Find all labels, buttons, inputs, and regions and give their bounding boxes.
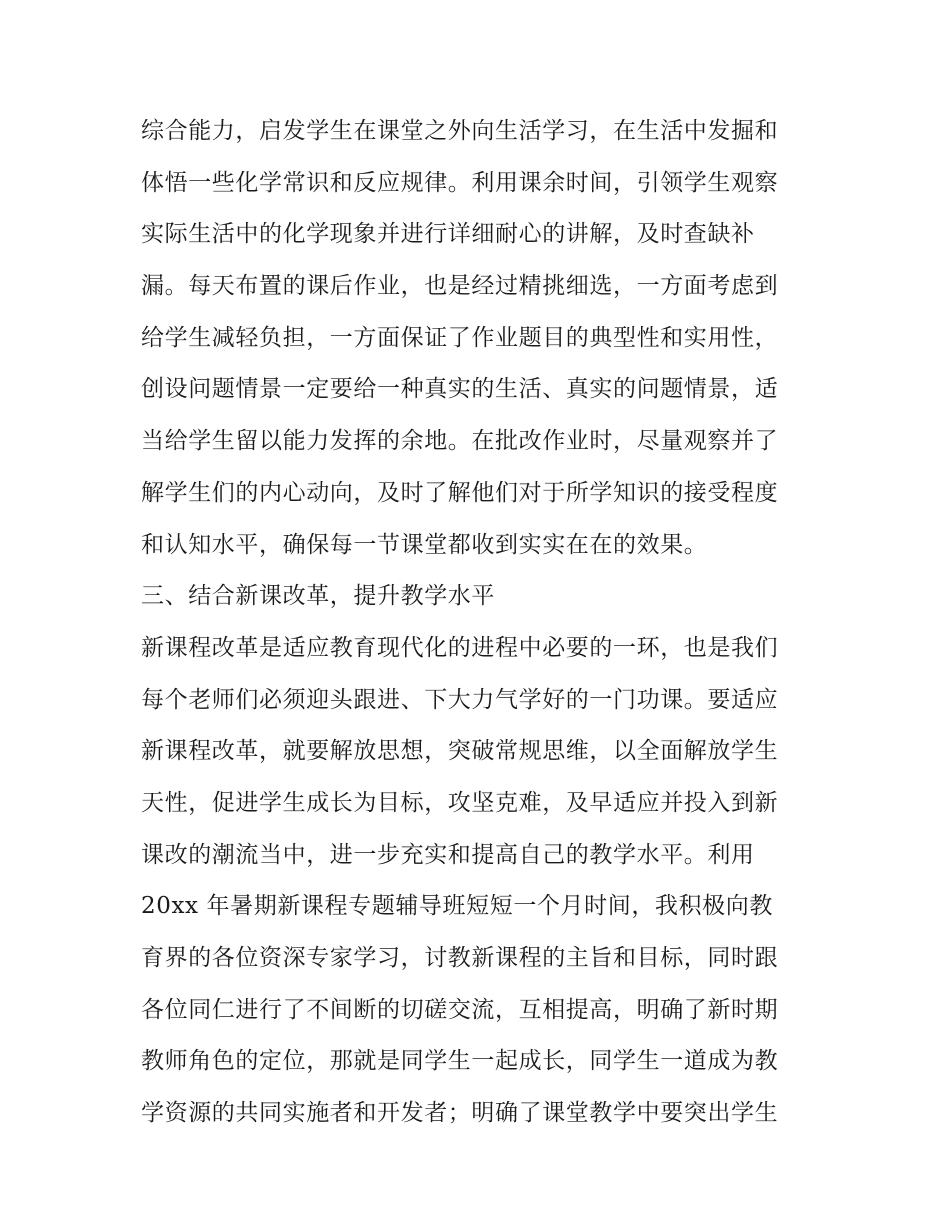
text-line: 学资源的共同实施者和开发者；明确了课堂教学中要突出学生	[141, 1100, 779, 1127]
text-line: 漏。每天布置的课后作业，也是经过精挑细选，一方面考虑到	[141, 273, 779, 300]
text-line: 创设问题情景一定要给一种真实的生活、真实的问题情景，适	[141, 376, 779, 403]
section-heading: 三、结合新课改革，提升教学水平	[141, 583, 495, 610]
text-line: 当给学生留以能力发挥的余地。在批改作业时，尽量观察并了	[141, 428, 779, 455]
text-line: 体悟一些化学常识和反应规律。利用课余时间，引领学生观察	[141, 169, 779, 196]
text-line: 综合能力，启发学生在课堂之外向生活学习，在生活中发掘和	[141, 118, 779, 144]
body-text	[141, 106, 821, 1140]
text-line: 新课程改革，就要解放思想，突破常规思维，以全面解放学生	[141, 738, 779, 765]
text-line: 课改的潮流当中，进一步充实和提高自己的教学水平。利用	[141, 841, 755, 868]
text-line: 新课程改革是适应教育现代化的进程中必要的一环，也是我们	[141, 634, 779, 661]
text-line: 20xx 年暑期新课程专题辅导班短短一个月时间，我积极向教	[141, 893, 773, 920]
text-line: 育界的各位资深专家学习，讨教新课程的主旨和目标，同时跟	[141, 945, 779, 971]
text-line: 教师角色的定位，那就是同学生一起成长，同学生一道成为教	[141, 1048, 779, 1075]
text-line: 实际生活中的化学现象并进行详细耐心的讲解，及时查缺补	[141, 221, 755, 248]
text-line: 和认知水平，确保每一节课堂都收到实实在在的效果。	[141, 531, 708, 558]
text-line: 解学生们的内心动向，及时了解他们对于所学知识的接受程度	[141, 479, 779, 506]
text-line: 各位同仁进行了不间断的切磋交流，互相提高，明确了新时期	[141, 996, 779, 1023]
text-line: 天性，促进学生成长为目标，攻坚克难，及早适应并投入到新	[141, 789, 779, 816]
text-line: 给学生减轻负担，一方面保证了作业题目的典型性和实用性，	[141, 324, 779, 351]
text-line: 每个老师们必须迎头跟进、下大力气学好的一门功课。要适应	[141, 686, 779, 713]
